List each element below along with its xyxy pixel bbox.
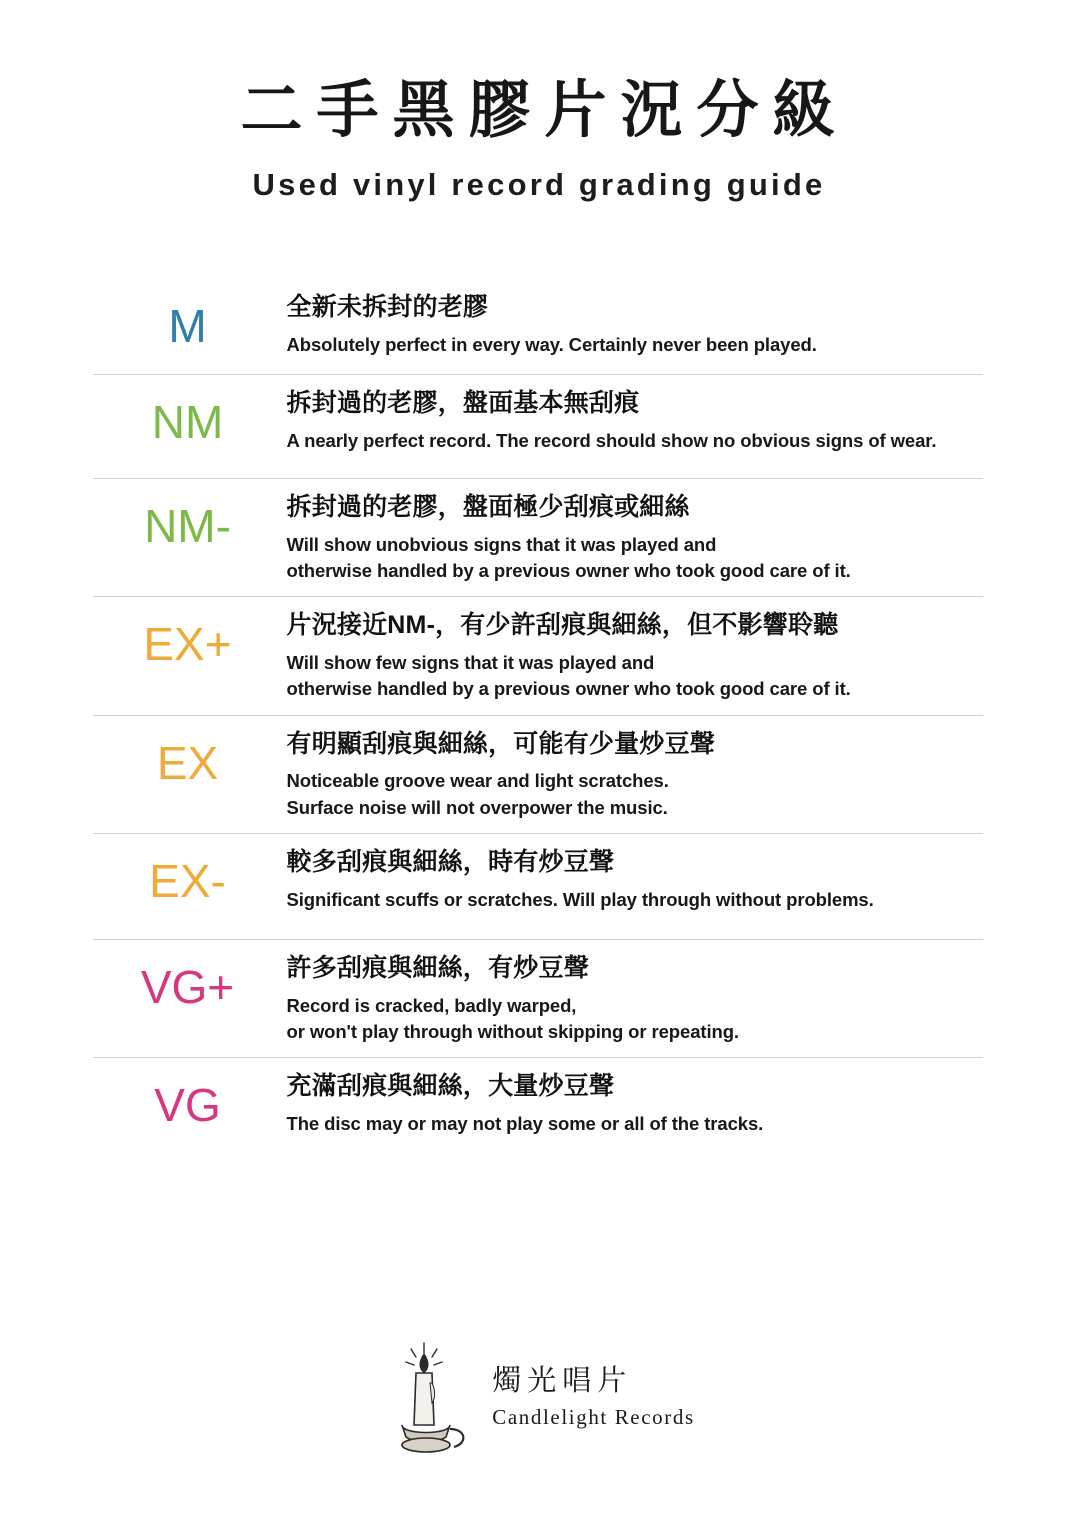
grade-code-vg: VG: [154, 1079, 221, 1132]
brand-logo: [380, 1339, 694, 1459]
grade-list: [93, 279, 983, 1166]
grade-text-ex: [283, 726, 983, 821]
grade-text-m: [283, 289, 983, 358]
grade-desc-en-line: A nearly perfect record. The record should show no obvious signs of wear.: [286, 429, 937, 451]
grade-row-vg-plus: [93, 940, 983, 1058]
grade-desc-en-line: Surface noise will not overpower the music.: [286, 796, 668, 818]
grade-desc-en-nm-minus: [287, 532, 983, 585]
grade-desc-en-line: otherwise handled by a previous owner who took good care of it.: [286, 678, 851, 700]
grade-row-nm: [93, 375, 983, 479]
grade-text-vg-plus: [283, 950, 983, 1045]
grade-row-vg: [93, 1058, 983, 1166]
grade-row-m: [93, 279, 983, 375]
grade-code-ex-minus: EX-: [149, 854, 226, 907]
grade-desc-en-line: otherwise handled by a previous owner who took good care of it.: [286, 560, 851, 582]
grade-text-nm-minus: [283, 489, 983, 584]
grade-desc-en-nm: [287, 428, 983, 454]
grade-desc-en-m: [287, 332, 983, 358]
grade-desc-en-line: Noticeable groove wear and light scratches.: [286, 770, 669, 792]
grade-desc-en-ex: [287, 768, 983, 821]
grade-desc-zh-m: 全新未拆封的老膠: [286, 293, 489, 322]
brand-text: [492, 1364, 694, 1430]
grade-row-nm-minus: [93, 479, 983, 597]
brand-name-en: Candlelight Records: [492, 1404, 695, 1429]
grade-text-vg: [283, 1068, 983, 1137]
grade-row-ex-minus: [93, 834, 983, 940]
grade-desc-zh-nm: 拆封過的老膠，盤面基本無刮痕: [286, 389, 640, 418]
grade-code-nm: NM: [151, 396, 224, 449]
grade-desc-en-line: Significant scuffs or scratches. Will play through without problems.: [286, 888, 874, 910]
grade-code-ex-plus: EX+: [143, 618, 232, 671]
grade-desc-en-line: Will show unobvious signs that it was played and: [286, 533, 717, 555]
grade-code-nm-minus: NM-: [144, 500, 231, 553]
candle-icon: [380, 1339, 476, 1459]
page-title-zh: 二手黑膠片況分級: [240, 76, 849, 145]
grade-desc-en-vg: [287, 1111, 983, 1137]
grade-row-ex-plus: [93, 597, 983, 715]
page-title-en: Used vinyl record grading guide: [252, 167, 826, 203]
poster-header: [0, 0, 1075, 203]
grade-desc-zh-ex-minus: 較多刮痕與細絲，時有炒豆聲: [286, 847, 615, 876]
grade-desc-en-line: Record is cracked, badly warped,: [286, 994, 577, 1016]
grade-desc-en-line: or won't play through without skipping or repeating.: [286, 1020, 739, 1042]
poster-footer: [0, 1339, 1075, 1459]
grade-desc-zh-vg: 充滿刮痕與細絲，大量炒豆聲: [286, 1072, 615, 1101]
grade-text-nm: [283, 385, 983, 454]
grade-desc-zh-nm-minus: 拆封過的老膠，盤面極少刮痕或細絲: [286, 493, 690, 522]
grade-text-ex-plus: [283, 607, 983, 702]
grade-desc-en-ex-minus: [287, 887, 983, 913]
grade-desc-zh-ex-plus: 片況接近NM-，有少許刮痕與細絲，但不影響聆聽: [286, 611, 839, 640]
grade-text-ex-minus: [283, 844, 983, 913]
grade-code-ex: EX: [156, 736, 219, 789]
grade-desc-en-line: The disc may or may not play some or all of the tracks.: [286, 1112, 764, 1134]
grade-row-ex: [93, 716, 983, 834]
grade-desc-en-vg-plus: [287, 993, 983, 1046]
grade-desc-en-line: Will show few signs that it was played and: [286, 652, 655, 674]
grade-desc-zh-ex: 有明顯刮痕與細絲，可能有少量炒豆聲: [286, 729, 715, 758]
brand-name-zh: 燭光唱片: [492, 1365, 633, 1398]
grade-desc-en-line: Absolutely perfect in every way. Certainly never been played.: [286, 333, 817, 355]
grade-code-m: M: [168, 300, 207, 353]
grade-desc-en-ex-plus: [287, 650, 983, 703]
grade-code-vg-plus: VG+: [140, 960, 235, 1013]
grade-desc-zh-vg-plus: 許多刮痕與細絲，有炒豆聲: [286, 953, 589, 982]
